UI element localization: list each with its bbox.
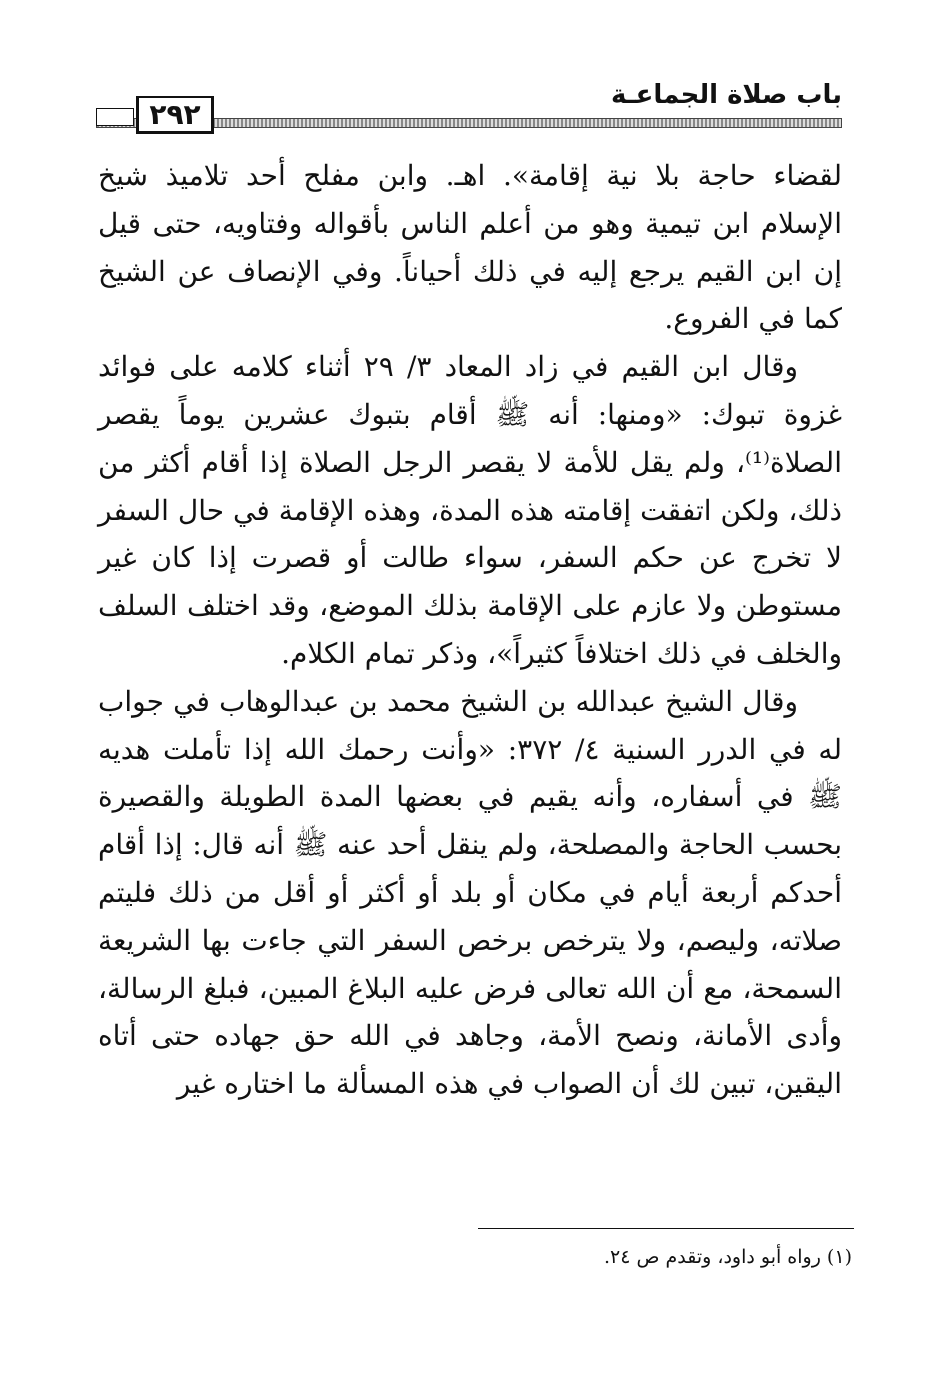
paragraph-3: وقال الشيخ عبدالله بن الشيخ محمد بن عبدالوهاب في جواب له في الدرر السنية ٤/ ٣٧٢: «وأنت رحمك الله إذا تأملت هديه ﷺ في أسفاره، وأنه يقيم في بعضها المدة الطويلة والقصيرة بحسب الحاجة والمصلحة، ولم ينقل أحد عنه ﷺ أنه قال: إذا أقام أحدكم أربعة أيام في مكان أو بلد أو أكثر أو أقل من ذلك فليتم صلاته، وليصم، ولا يترخص برخص السفر التي جاءت بها الشريعة السمحة، مع أن الله تعالى فرض عليه البلاغ المبين، فبلغ الرسالة، وأدى الأمانة، ونصح الأمة، وجاهد في الله حق جهاده حتى أتاه اليقين، تبين لك أن الصواب في هذه المسألة ما اختاره غير (98, 684, 842, 1101)
main-text (98, 152, 842, 1108)
footnote-1: (١) رواه أبو داود، وتقدم ص ٢٤. (603, 1246, 852, 1268)
running-header (96, 80, 842, 140)
footnote-separator (478, 1228, 854, 1229)
page-number: ٢٩٢ (136, 96, 214, 134)
paragraph-1: لقضاء حاجة بلا نية إقامة». اهـ. وابن مفلح أحد تلاميذ شيخ الإسلام ابن تيمية وهو من أعلم الناس بأقواله وفتاويه، حتى قيل إن ابن القيم يرجع إليه في ذلك أحياناً. وفي الإنصاف عن الشيخ كما في الفروع. (98, 159, 842, 336)
paragraph-2: وقال ابن القيم في زاد المعاد ٣/ ٢٩ أثناء كلامه على فوائد غزوة تبوك: «ومنها: أنه ﷺ أقام بتبوك عشرين يوماً يقصر الصلاة⁽¹⁾، ولم يقل للأمة لا يقصر الرجل الصلاة إذا أقام أكثر من ذلك، ولكن اتفقت إقامته هذه المدة، وهذه الإقامة في حال السفر لا تخرج عن حكم السفر، سواء طالت أو قصرت إذا كان غير مستوطن ولا عازم على الإقامة بذلك الموضع، وقد اختلف السلف والخلف في ذلك اختلافاً كثيراً»، وذكر تمام الكلام. (98, 350, 842, 670)
chapter-title: باب صلاة الجماعـة (611, 80, 842, 110)
header-rule-end-box (96, 108, 134, 126)
